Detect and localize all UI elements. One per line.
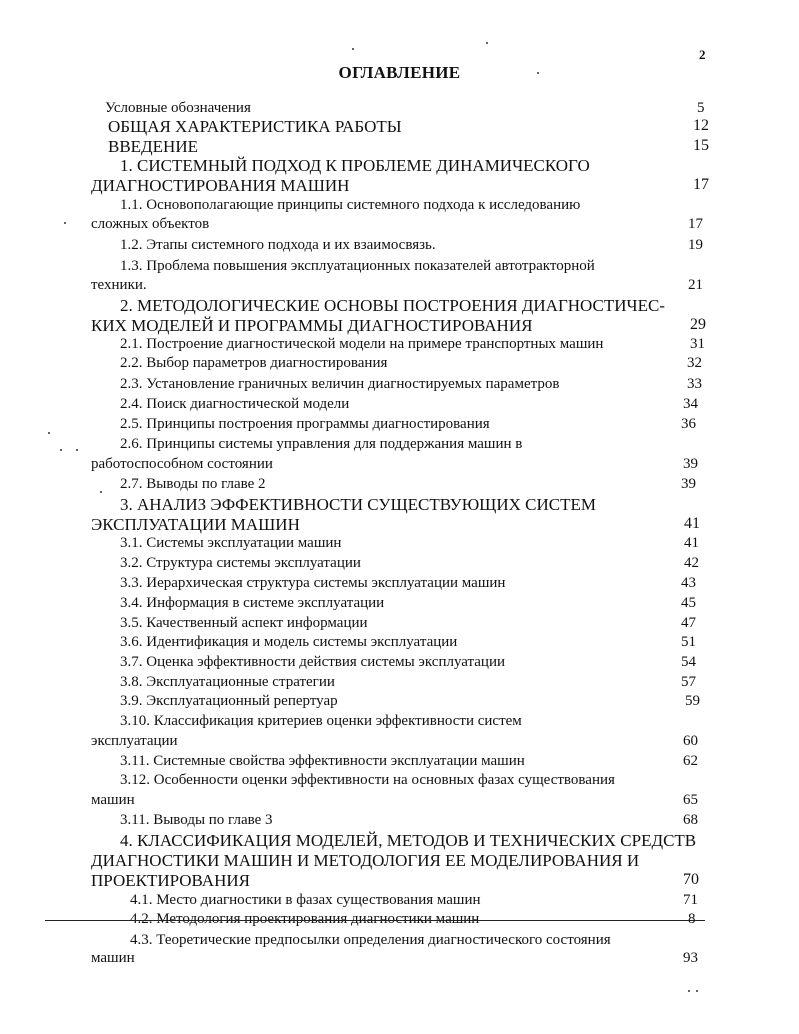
toc-entry: 3.1. Системы эксплуатации машин (120, 535, 342, 551)
toc-page-number: 93 (683, 950, 698, 966)
toc-page-number: 17 (688, 216, 703, 232)
toc-entry: машин (91, 792, 135, 808)
toc-entry: 3.11. Выводы по главе 3 (120, 812, 273, 828)
toc-entry: 2. МЕТОДОЛОГИЧЕСКИЕ ОСНОВЫ ПОСТРОЕНИЯ ДИАГНОСТИЧЕС- (120, 296, 665, 315)
toc-page-number: 34 (683, 396, 698, 412)
toc-entry: машин (91, 950, 135, 966)
toc-page-number: 65 (683, 792, 698, 808)
toc-entry: 2.2. Выбор параметров диагностирования (120, 355, 388, 371)
toc-page-number: 57 (681, 674, 696, 690)
toc-page-number: 62 (683, 753, 698, 769)
toc-page-number: 42 (684, 555, 699, 571)
toc-entry: ПРОЕКТИРОВАНИЯ (91, 871, 250, 890)
page-number: 2 (699, 47, 706, 62)
toc-page-number: 70 (683, 871, 699, 888)
toc-page-number: 45 (681, 595, 696, 611)
toc-entry: 2.1. Построение диагностической модели на примере транспортных машин (120, 336, 604, 352)
toc-entry: 2.6. Принципы системы управления для поддержания машин в (120, 436, 523, 452)
toc-page-number: 36 (681, 416, 696, 432)
toc-entry: 4.3. Теоретические предпосылки определения диагностического состояния (130, 932, 611, 948)
toc-page-number: 54 (681, 654, 696, 670)
toc-page-number: 17 (693, 176, 709, 193)
toc-page-number: 31 (690, 336, 705, 352)
toc-page-number: 39 (683, 456, 698, 472)
toc-entry: 3.4. Информация в системе эксплуатации (120, 595, 385, 611)
toc-entry: 2.5. Принципы построения программы диагностирования (120, 416, 490, 432)
toc-page-number: 47 (681, 615, 696, 631)
toc-entry: 4.1. Место диагностики в фазах существования машин (130, 892, 481, 908)
toc-entry: работоспособном состоянии (91, 456, 273, 472)
toc-entry: 3.3. Иерархическая структура системы эксплуатации машин (120, 575, 506, 591)
toc-entry: сложных объектов (91, 216, 210, 232)
toc-entry: 2.3. Установление граничных величин диагностируемых параметров (120, 376, 560, 392)
toc-entry: 3.8. Эксплуатационные стратегии (120, 674, 335, 690)
toc-entry: 3.12. Особенности оценки эффективности на основных фазах существования (120, 772, 615, 788)
toc-entry: эксплуатации (91, 733, 178, 749)
toc-entry: 2.4. Поиск диагностической модели (120, 396, 350, 412)
toc-page-number: 43 (681, 575, 696, 591)
toc-page-number: 32 (687, 355, 702, 371)
toc-entry: 1.3. Проблема повышения эксплуатационных показателей автотракторной (120, 258, 595, 274)
toc-page-number: 59 (685, 693, 700, 709)
toc-entry: ДИАГНОСТИРОВАНИЯ МАШИН (91, 176, 350, 195)
toc-entry: Условные обозначения (105, 100, 251, 116)
toc-entry: 2.7. Выводы по главе 2 (120, 476, 266, 492)
toc-entry: 4.2. Методология проектирования диагностики машин (130, 911, 480, 927)
toc-entry: 3.9. Эксплуатационный репертуар (120, 693, 338, 709)
toc-page-number: 71 (683, 892, 698, 908)
toc-entry: 3.2. Структура системы эксплуатации (120, 555, 361, 571)
toc-entry: ОБЩАЯ ХАРАКТЕРИСТИКА РАБОТЫ (108, 117, 402, 136)
toc-entry: 3. АНАЛИЗ ЭФФЕКТИВНОСТИ СУЩЕСТВУЮЩИХ СИСТЕМ (120, 495, 596, 514)
toc-page-number: 41 (684, 535, 699, 551)
toc-page-number: 15 (693, 137, 709, 154)
toc-page-number: 33 (687, 376, 702, 392)
toc-page-number: 5 (697, 100, 705, 116)
toc-entry: 3.10. Классификация критериев оценки эффективности систем (120, 713, 522, 729)
toc-entry: 1. СИСТЕМНЫЙ ПОДХОД К ПРОБЛЕМЕ ДИНАМИЧЕСКОГО (120, 156, 590, 175)
toc-page-number: 39 (681, 476, 696, 492)
toc-page-number: 12 (693, 117, 709, 134)
toc-entry: ВВЕДЕНИЕ (108, 137, 198, 156)
toc-entry: 4. КЛАССИФИКАЦИЯ МОДЕЛЕЙ, МЕТОДОВ И ТЕХНИЧЕСКИХ СРЕДСТВ (120, 831, 697, 850)
toc-entry: КИХ МОДЕЛЕЙ И ПРОГРАММЫ ДИАГНОСТИРОВАНИЯ (91, 316, 533, 335)
toc-entry: 3.7. Оценка эффективности действия системы эксплуатации (120, 654, 506, 670)
toc-entry: 3.6. Идентификация и модель системы эксплуатации (120, 634, 458, 650)
page-title: ОГЛАВЛЕНИЕ (338, 63, 461, 82)
toc-page-number: 41 (684, 515, 700, 532)
toc-entry: техники. (91, 277, 147, 293)
toc-entry: ДИАГНОСТИКИ МАШИН И МЕТОДОЛОГИЯ ЕЕ МОДЕЛИРОВАНИЯ И (91, 851, 640, 870)
toc-page-number: 51 (681, 634, 696, 650)
toc-page-number: 29 (690, 316, 706, 333)
toc-entry: 3.11. Системные свойства эффективности эксплуатации машин (120, 753, 525, 769)
toc-page-number: 21 (688, 277, 703, 293)
toc-page-number: 60 (683, 733, 698, 749)
toc-entry: ЭКСПЛУАТАЦИИ МАШИН (91, 515, 300, 534)
toc-entry: 1.2. Этапы системного подхода и их взаимосвязь. (120, 237, 436, 253)
toc-entry: 1.1. Основополагающие принципы системного подхода к исследованию (120, 197, 581, 213)
toc-page-number: 8 (688, 911, 696, 927)
strikethrough-line (45, 920, 705, 921)
toc-entry: 3.5. Качественный аспект информации (120, 615, 368, 631)
toc-page-number: 19 (688, 237, 703, 253)
toc-page-number: 68 (683, 812, 698, 828)
